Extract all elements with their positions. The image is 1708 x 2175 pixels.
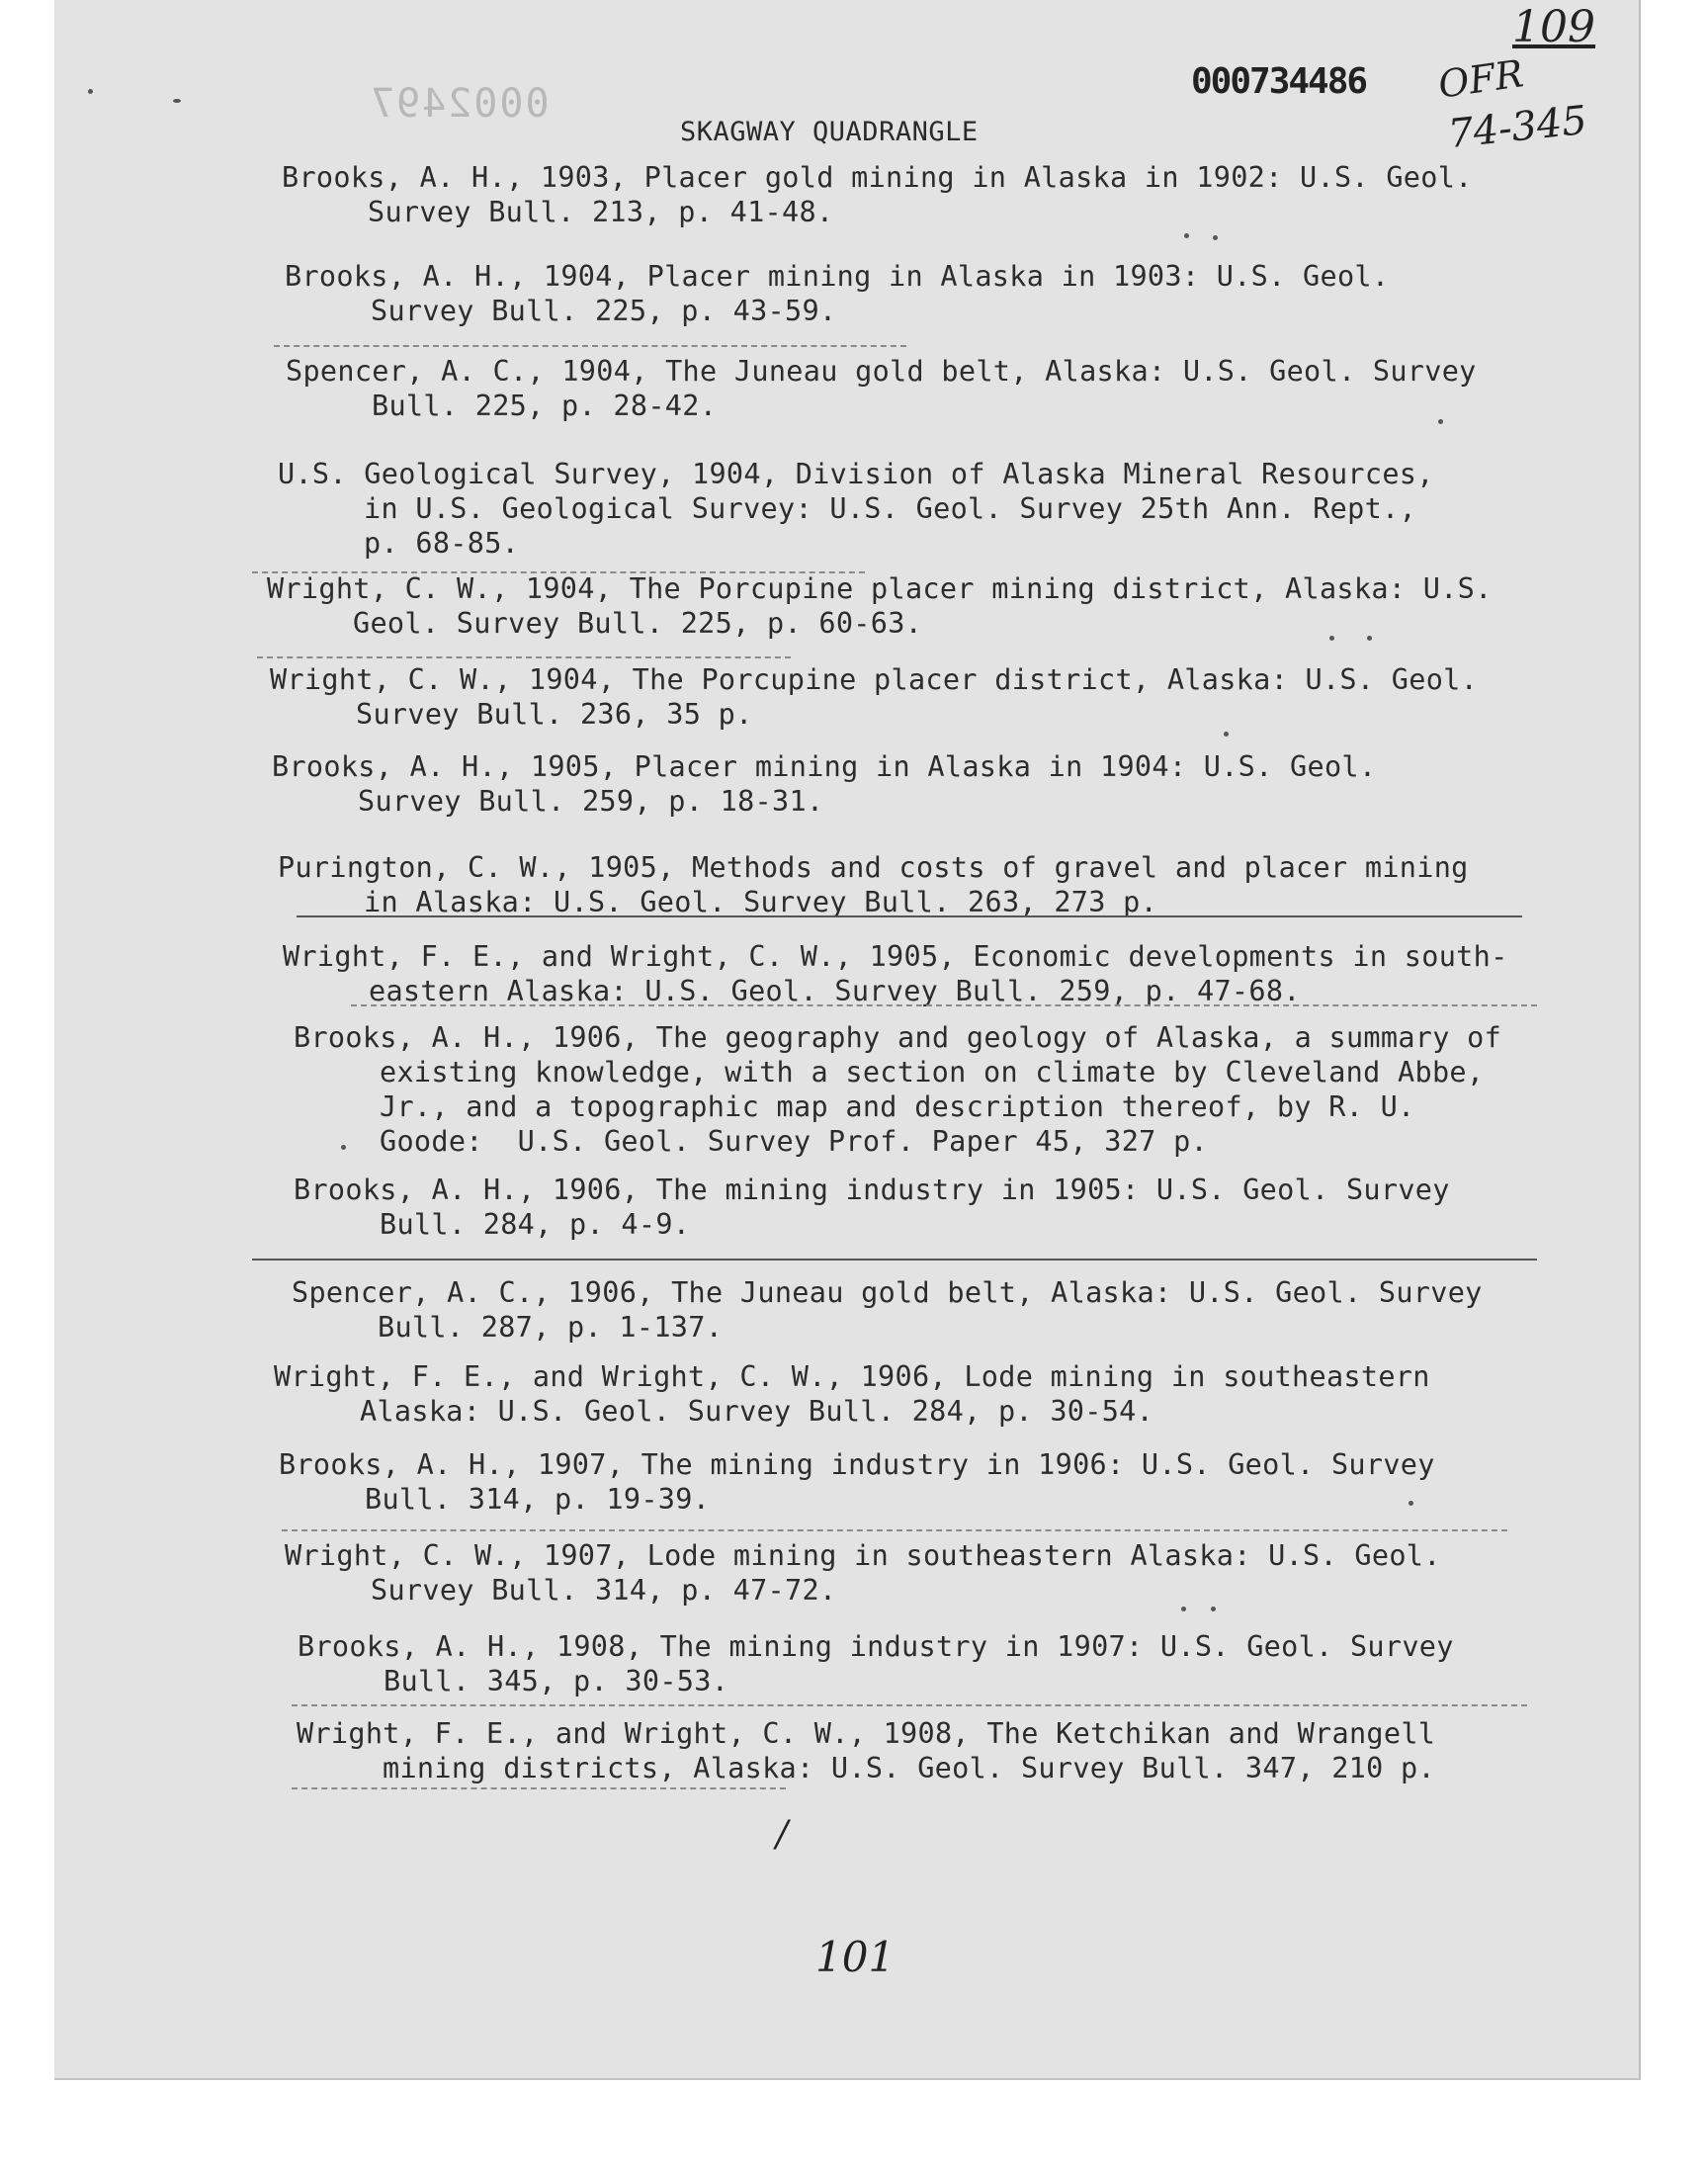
scan-speck <box>1211 1607 1216 1611</box>
reference-continuation: Geol. Survey Bull. 225, p. 60-63. <box>353 607 923 640</box>
reference-first-line: Wright, F. E., and Wright, C. W., 1906, Lode mining in southeastern <box>274 1360 1430 1393</box>
reference-first-line: Spencer, A. C., 1904, The Juneau gold belt, Alaska: U.S. Geol. Survey <box>286 355 1477 388</box>
scan-speck <box>1184 233 1189 238</box>
reference-first-line: Brooks, A. H., 1903, Placer gold mining in Alaska in 1902: U.S. Geol. <box>282 161 1473 194</box>
reference-continuation: Bull. 287, p. 1-137. <box>378 1311 724 1344</box>
divider-line <box>292 1787 786 1789</box>
divider-line <box>351 1004 1537 1006</box>
reference-first-line: Wright, F. E., and Wright, C. W., 1908, The Ketchikan and Wrangell <box>297 1717 1436 1750</box>
scan-speck <box>1329 636 1334 641</box>
reference-entry <box>270 662 1478 732</box>
scan-speck <box>88 89 93 94</box>
reference-continuation: Survey Bull. 225, p. 43-59. <box>371 295 837 327</box>
scan-speck <box>1367 636 1372 641</box>
reference-first-line: Wright, C. W., 1904, The Porcupine placer mining district, Alaska: U.S. <box>267 572 1493 605</box>
reference-continuation: Survey Bull. 236, 35 p. <box>356 698 753 731</box>
reference-entry <box>283 939 1508 1008</box>
reference-continuation: Survey Bull. 213, p. 41-48. <box>368 196 834 228</box>
divider-line <box>252 1259 1537 1261</box>
reference-first-line: Brooks, A. H., 1907, The mining industry in 1906: U.S. Geol. Survey <box>279 1448 1435 1481</box>
reference-continuation: in U.S. Geological Survey: U.S. Geol. Survey 25th Ann. Rept., <box>364 492 1416 525</box>
reference-entry <box>272 749 1376 819</box>
pen-mark: / <box>776 1814 789 1855</box>
reference-entry <box>292 1275 1483 1345</box>
reference-continuation: mining districts, Alaska: U.S. Geol. Survey Bull. 347, 210 p. <box>383 1752 1435 1784</box>
reference-first-line: Purington, C. W., 1905, Methods and costs of gravel and placer mining <box>278 851 1469 884</box>
reference-entry <box>298 1629 1454 1698</box>
reference-first-line: Wright, C. W., 1904, The Porcupine placer district, Alaska: U.S. Geol. <box>270 663 1479 696</box>
divider-line <box>297 915 1522 917</box>
reference-first-line: Wright, C. W., 1907, Lode mining in southeastern Alaska: U.S. Geol. <box>285 1539 1441 1572</box>
divider-line <box>282 1529 1507 1531</box>
reference-entry <box>274 1359 1430 1429</box>
reference-continuation: Goode: U.S. Geol. Survey Prof. Paper 45, 327 p. <box>380 1125 1209 1158</box>
reference-entry <box>285 259 1389 328</box>
reference-first-line: U.S. Geological Survey, 1904, Division of Alaska Mineral Resources, <box>278 458 1434 490</box>
handwritten-report-series: OFR <box>1435 51 1526 107</box>
reference-first-line: Brooks, A. H., 1906, The geography and geology of Alaska, a summary of <box>294 1021 1502 1054</box>
reference-entry <box>286 354 1477 423</box>
reference-continuation: Alaska: U.S. Geol. Survey Bull. 284, p. 30-54. <box>360 1395 1154 1428</box>
handwritten-report-number: 74-345 <box>1445 97 1589 158</box>
reference-first-line: Wright, F. E., and Wright, C. W., 1905, Economic developments in south- <box>283 940 1508 973</box>
reference-first-line: Spencer, A. C., 1906, The Juneau gold belt, Alaska: U.S. Geol. Survey <box>292 1276 1483 1309</box>
reference-entry <box>294 1020 1501 1159</box>
reference-entry <box>267 571 1493 641</box>
reference-entry <box>297 1716 1435 1785</box>
reference-continuation: existing knowledge, with a section on climate by Cleveland Abbe, <box>380 1056 1485 1088</box>
reference-first-line: Brooks, A. H., 1906, The mining industry in 1905: U.S. Geol. Survey <box>294 1174 1450 1206</box>
scan-speck <box>1181 1607 1186 1611</box>
document-page <box>54 0 1641 2080</box>
reference-entry <box>278 457 1434 561</box>
scan-speck <box>1438 419 1443 424</box>
reference-entry <box>294 1173 1450 1242</box>
reference-continuation: eastern Alaska: U.S. Geol. Survey Bull. 259, p. 47-68. <box>369 975 1301 1007</box>
reference-continuation: Bull. 345, p. 30-53. <box>384 1665 729 1697</box>
reference-continuation: Bull. 284, p. 4-9. <box>380 1208 691 1241</box>
scan-speck <box>173 99 181 103</box>
reference-continuation: Jr., and a topographic map and description thereof, by R. U. <box>380 1090 1415 1123</box>
reference-continuation: Bull. 225, p. 28-42. <box>372 390 718 422</box>
mirrored-stamp: 0002497 <box>369 81 550 127</box>
reference-entry <box>282 160 1473 229</box>
control-number: 000734486 <box>1191 61 1367 102</box>
scan-speck <box>1213 235 1218 240</box>
divider-line <box>274 345 906 347</box>
scan-speck <box>1224 732 1229 737</box>
reference-continuation: Bull. 314, p. 19-39. <box>365 1483 711 1516</box>
reference-continuation: Survey Bull. 314, p. 47-72. <box>371 1574 837 1607</box>
reference-continuation: p. 68-85. <box>364 527 520 560</box>
reference-entry <box>285 1538 1441 1608</box>
scan-speck <box>1409 1501 1413 1506</box>
reference-first-line: Brooks, A. H., 1905, Placer mining in Alaska in 1904: U.S. Geol. <box>272 750 1377 783</box>
page-number: 101 <box>815 1933 896 1981</box>
scan-speck <box>341 1145 346 1150</box>
reference-first-line: Brooks, A. H., 1908, The mining industry in 1907: U.S. Geol. Survey <box>298 1630 1454 1663</box>
reference-continuation: Survey Bull. 259, p. 18-31. <box>358 785 824 818</box>
reference-continuation: in Alaska: U.S. Geol. Survey Bull. 263, 273 p. <box>364 886 1158 918</box>
reference-entry <box>279 1447 1435 1517</box>
reference-first-line: Brooks, A. H., 1904, Placer mining in Alaska in 1903: U.S. Geol. <box>285 260 1390 293</box>
handwritten-page-mark: 109 <box>1512 2 1595 52</box>
page-title: SKAGWAY QUADRANGLE <box>680 117 979 147</box>
divider-line <box>257 656 791 658</box>
reference-entry <box>278 850 1469 919</box>
divider-line <box>292 1704 1527 1706</box>
